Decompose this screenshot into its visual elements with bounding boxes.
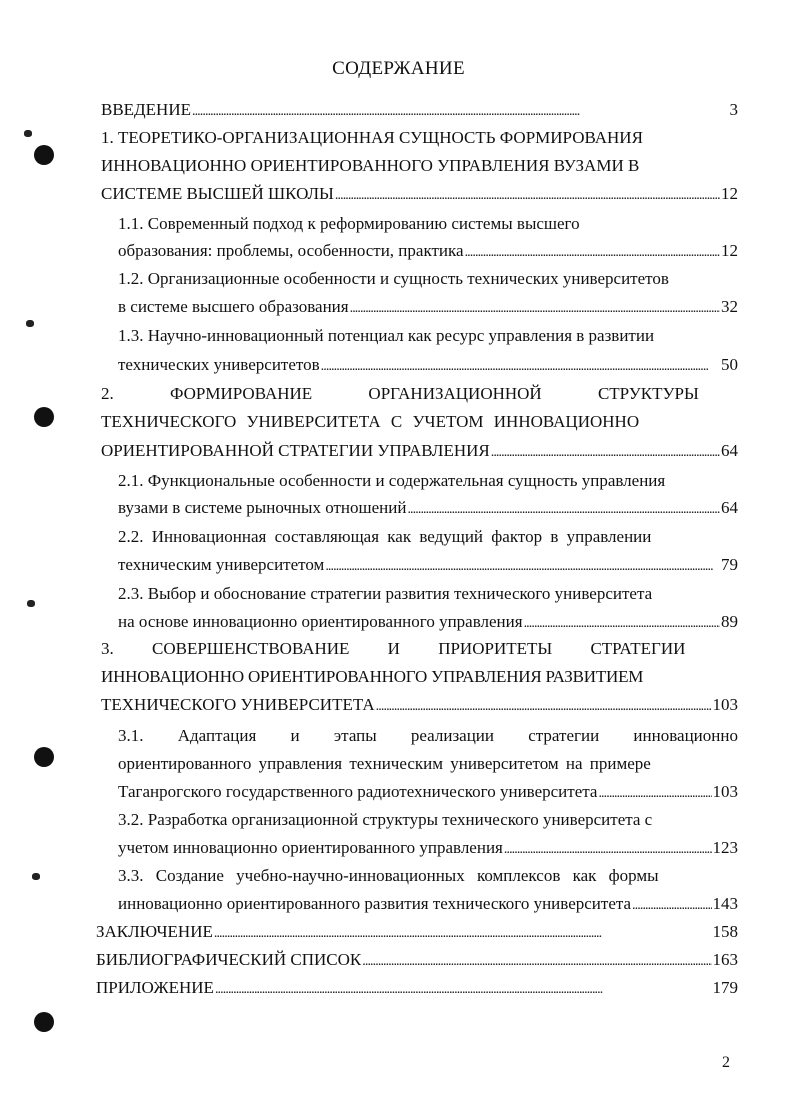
toc-entry-s33-line1[interactable] [118, 865, 738, 887]
toc-page-number: 143 [712, 894, 738, 913]
toc-entry-title: СИСТЕМЕ ВЫСШЕЙ ШКОЛЫ [101, 184, 334, 203]
toc-entry-s12-line1[interactable] [118, 268, 738, 290]
page-number: 2 [722, 1054, 730, 1071]
leader-dots [325, 554, 720, 578]
toc-entry-ch3-line1[interactable] [101, 638, 738, 660]
toc-entry-title: 2.1. Функциональные особенности и содержательная сущность управления [118, 471, 666, 490]
toc-page-number: 158 [712, 922, 738, 941]
toc-entry-s31-line3 [118, 781, 738, 805]
toc-entry-title: 1. ТЕОРЕТИКО-ОРГАНИЗАЦИОННАЯ СУЩНОСТЬ ФОРМИРОВАНИЯ [101, 128, 643, 147]
leader-dots [524, 611, 720, 635]
toc-page-number: 12 [721, 241, 738, 260]
scan-speck [24, 130, 32, 137]
toc-entry-s12-line2 [118, 296, 738, 320]
toc-entry-ch1-line2 [101, 155, 738, 177]
toc-page-number: 103 [712, 695, 738, 714]
toc-entry-title: 1.1. Современный подход к реформированию системы высшего [118, 214, 580, 233]
toc-entry-s22-line2 [118, 554, 738, 578]
binder-hole [34, 1012, 54, 1032]
toc-entry-title: 2.2. Инновационная составляющая как ведущий фактор в управлении [118, 527, 652, 546]
toc-entry-ch3-line3 [101, 694, 738, 718]
toc-entry-ch2-line2 [101, 411, 738, 433]
toc-entry-title: 2. ФОРМИРОВАНИЕ ОРГАНИЗАЦИОННОЙ СТРУКТУРЫ [101, 384, 699, 403]
toc-entry-ch2-line1[interactable] [101, 383, 738, 405]
leader-dots [214, 921, 712, 945]
toc-entry-title: 3.3. Создание учебно-научно-инновационных комплексов как формы [118, 866, 659, 885]
toc-entry-title: ИННОВАЦИОННО ОРИЕНТИРОВАННОГО УПРАВЛЕНИЯ ВУЗАМИ В [101, 156, 640, 175]
toc-entry-s11-line1[interactable] [118, 213, 738, 235]
toc-entry-title: в системе высшего образования [118, 297, 349, 316]
toc-entry-title: ИННОВАЦИОННО ОРИЕНТИРОВАННОГО УПРАВЛЕНИЯ РАЗВИТИЕМ [101, 667, 644, 686]
toc-page-number: 103 [712, 782, 738, 801]
binder-hole [34, 747, 54, 767]
toc-entry-title: техническим университетом [118, 555, 325, 574]
toc-entry-title: инновационно ориентированного развития технического университета [118, 894, 632, 913]
toc-entry-s31-line2 [118, 753, 738, 775]
toc-entry-ch1-line3 [101, 183, 738, 207]
toc-page-number: 79 [721, 555, 738, 574]
scan-speck [32, 873, 40, 880]
toc-page-number: 64 [721, 441, 738, 460]
binder-hole [34, 145, 54, 165]
toc-entry-s13-line2 [118, 354, 738, 378]
leader-dots [632, 893, 711, 917]
scan-speck [26, 320, 34, 327]
toc-entry-s31-line1[interactable] [118, 725, 738, 747]
toc-entry-title: 3.2. Разработка организационной структуры технического университета с [118, 810, 653, 829]
toc-entry-conclusion[interactable] [96, 921, 738, 945]
toc-entry-title: учетом инновационно ориентированного управления [118, 838, 503, 857]
toc-page-number: 50 [721, 355, 738, 374]
toc-page-number: 32 [721, 297, 738, 316]
toc-entry-s21-line1[interactable] [118, 470, 738, 492]
leader-dots [504, 837, 712, 861]
leader-dots [465, 240, 720, 264]
toc-entry-s21-line2 [118, 497, 738, 521]
toc-page-number: 12 [721, 184, 738, 203]
leader-dots [192, 99, 729, 123]
leader-dots [362, 949, 711, 973]
scan-speck [27, 600, 35, 607]
toc-entry-s33-line2 [118, 893, 738, 917]
leader-dots [598, 781, 711, 805]
leader-dots [335, 183, 720, 207]
toc-entry-title: 2.3. Выбор и обоснование стратегии развития технического университета [118, 584, 653, 603]
leader-dots [350, 296, 720, 320]
toc-entry-intro[interactable] [101, 99, 738, 123]
toc-entry-s32-line2 [118, 837, 738, 861]
toc-entry-ch2-line3 [101, 440, 738, 464]
toc-entry-appendix[interactable] [96, 977, 738, 1001]
binder-hole [34, 407, 54, 427]
toc-page-number: 3 [729, 100, 738, 119]
toc-entry-s13-line1[interactable] [118, 325, 738, 347]
toc-entry-s32-line1[interactable] [118, 809, 738, 831]
toc-entry-title: ОРИЕНТИРОВАННОЙ СТРАТЕГИИ УПРАВЛЕНИЯ [101, 441, 490, 460]
toc-entry-title: технических университетов [118, 355, 320, 374]
leader-dots [376, 694, 712, 718]
toc-entry-title: на основе инновационно ориентированного управления [118, 612, 523, 631]
leader-dots [215, 977, 712, 1001]
toc-entry-title: ТЕХНИЧЕСКОГО УНИВЕРСИТЕТА С УЧЕТОМ ИННОВАЦИОННО [101, 412, 640, 431]
leader-dots [407, 497, 720, 521]
toc-entry-title: БИБЛИОГРАФИЧЕСКИЙ СПИСОК [96, 950, 362, 969]
toc-entry-title: 1.2. Организационные особенности и сущность технических университетов [118, 269, 669, 288]
toc-entry-title: Таганрогского государственного радиотехнического университета [118, 782, 598, 801]
toc-entry-title: ориентированного управления техническим университетом на примере [118, 754, 651, 773]
leader-dots [321, 354, 720, 378]
toc-entry-title: 1.3. Научно-инновационный потенциал как ресурс управления в развитии [118, 326, 655, 345]
leader-dots [491, 440, 720, 464]
toc-entry-s23-line2 [118, 611, 738, 635]
toc-entry-s23-line1[interactable] [118, 583, 738, 605]
toc-entry-title: ПРИЛОЖЕНИЕ [96, 978, 214, 997]
toc-entry-title: вузами в системе рыночных отношений [118, 498, 407, 517]
toc-page-number: 89 [721, 612, 738, 631]
toc-entry-ch3-line2 [101, 666, 738, 688]
toc-page-number: 179 [712, 978, 738, 997]
toc-entry-title: ВВЕДЕНИЕ [101, 100, 191, 119]
toc-entry-ch1-line1[interactable] [101, 127, 738, 149]
page-title: СОДЕРЖАНИЕ [332, 58, 465, 79]
toc-entry-title: образования: проблемы, особенности, практика [118, 241, 464, 260]
toc-entry-s22-line1[interactable] [118, 526, 738, 548]
toc-entry-title: ЗАКЛЮЧЕНИЕ [96, 922, 213, 941]
toc-page-number: 64 [721, 498, 738, 517]
toc-page-number: 163 [712, 950, 738, 969]
toc-page-number: 123 [712, 838, 738, 857]
toc-entry-bibliography[interactable] [96, 949, 738, 973]
toc-entry-title: 3.1. Адаптация и этапы реализации стратегии инновационно [118, 726, 738, 745]
toc-entry-title: ТЕХНИЧЕСКОГО УНИВЕРСИТЕТА [101, 695, 375, 714]
toc-entry-title: 3. СОВЕРШЕНСТВОВАНИЕ И ПРИОРИТЕТЫ СТРАТЕГИИ [101, 639, 686, 658]
toc-entry-s11-line2 [118, 240, 738, 264]
